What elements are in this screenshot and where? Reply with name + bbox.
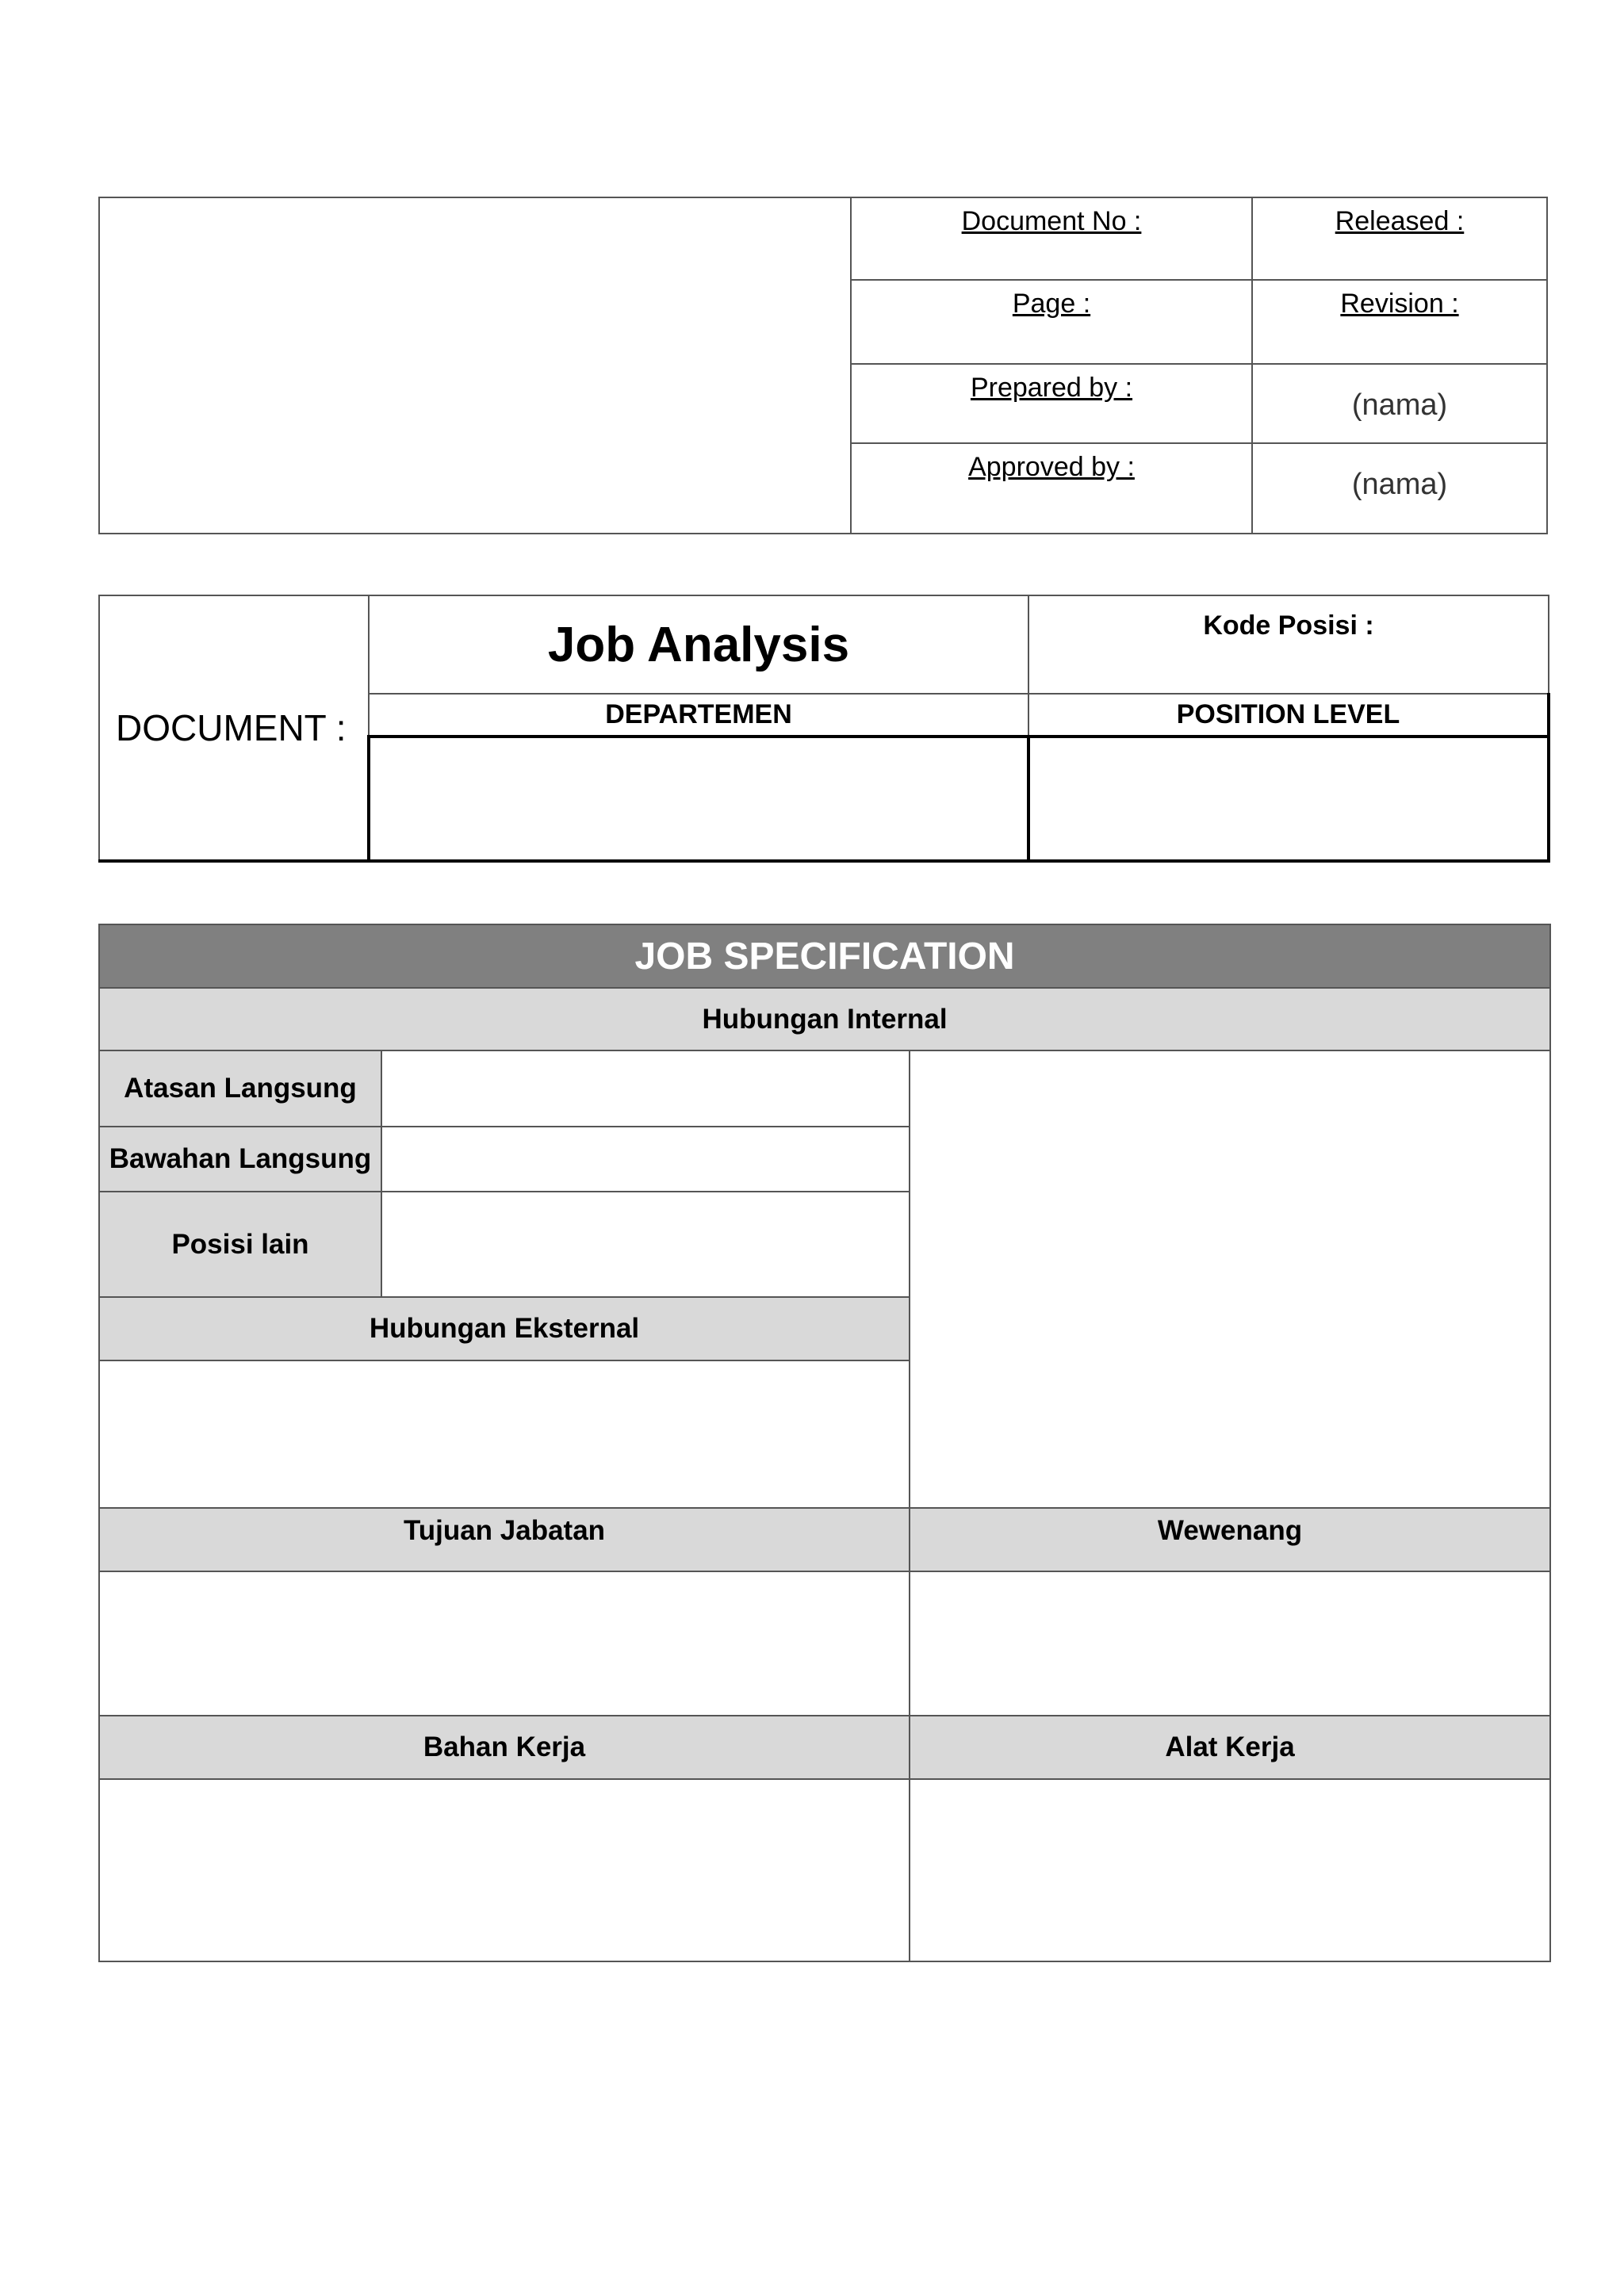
approved-by-value-cell[interactable] xyxy=(1252,443,1547,534)
prepared-by-cell[interactable] xyxy=(851,364,1252,443)
page-cell[interactable] xyxy=(851,280,1252,364)
revision-label: Revision : xyxy=(1340,289,1459,319)
departemen-value-cell[interactable] xyxy=(369,737,1028,861)
posisi-lain-label: Posisi lain xyxy=(99,1192,381,1297)
prepared-by-value: (nama) xyxy=(1351,388,1448,422)
position-level-label: POSITION LEVEL xyxy=(1028,694,1549,737)
hubungan-internal-header: Hubungan Internal xyxy=(99,988,1550,1050)
released-cell[interactable] xyxy=(1252,197,1547,280)
tujuan-jabatan-header: Tujuan Jabatan xyxy=(99,1508,910,1571)
approved-by-label: Approved by : xyxy=(968,452,1135,482)
document-no-label: Document No : xyxy=(961,206,1142,236)
revision-cell[interactable] xyxy=(1252,280,1547,364)
posisi-lain-field[interactable] xyxy=(381,1192,910,1297)
document-title: Job Analysis xyxy=(369,595,1028,694)
hubungan-eksternal-header: Hubungan Eksternal xyxy=(99,1297,910,1360)
atasan-langsung-label: Atasan Langsung xyxy=(99,1050,381,1127)
approved-by-cell[interactable] xyxy=(851,443,1252,534)
atasan-langsung-field[interactable] xyxy=(381,1050,910,1127)
prepared-by-value-cell[interactable] xyxy=(1252,364,1547,443)
hubungan-internal-notes-field[interactable] xyxy=(910,1050,1550,1508)
bawahan-langsung-label: Bawahan Langsung xyxy=(99,1127,381,1192)
tujuan-jabatan-field[interactable] xyxy=(99,1571,910,1716)
alat-kerja-header: Alat Kerja xyxy=(910,1716,1550,1779)
bahan-kerja-field[interactable] xyxy=(99,1779,910,1961)
document-no-cell[interactable] xyxy=(851,197,1252,280)
header-table xyxy=(98,197,1548,534)
released-label: Released : xyxy=(1335,206,1465,236)
bawahan-langsung-field[interactable] xyxy=(381,1127,910,1192)
bahan-kerja-header: Bahan Kerja xyxy=(99,1716,910,1779)
logo-area[interactable] xyxy=(99,197,851,534)
kode-posisi-label[interactable]: Kode Posisi : xyxy=(1028,595,1549,694)
prepared-by-label: Prepared by : xyxy=(970,373,1133,403)
approved-by-value: (nama) xyxy=(1351,468,1448,501)
position-level-value-cell[interactable] xyxy=(1028,737,1549,861)
alat-kerja-field[interactable] xyxy=(910,1779,1550,1961)
job-specification-title: JOB SPECIFICATION xyxy=(99,924,1550,988)
job-specification-table xyxy=(98,924,1551,1962)
page-label: Page : xyxy=(1012,289,1091,319)
departemen-label: DEPARTEMEN xyxy=(369,694,1028,737)
wewenang-field[interactable] xyxy=(910,1571,1550,1716)
document-label: DOCUMENT : xyxy=(99,595,369,861)
hubungan-eksternal-field[interactable] xyxy=(99,1360,910,1508)
document-table xyxy=(98,595,1550,863)
wewenang-header: Wewenang xyxy=(910,1508,1550,1571)
